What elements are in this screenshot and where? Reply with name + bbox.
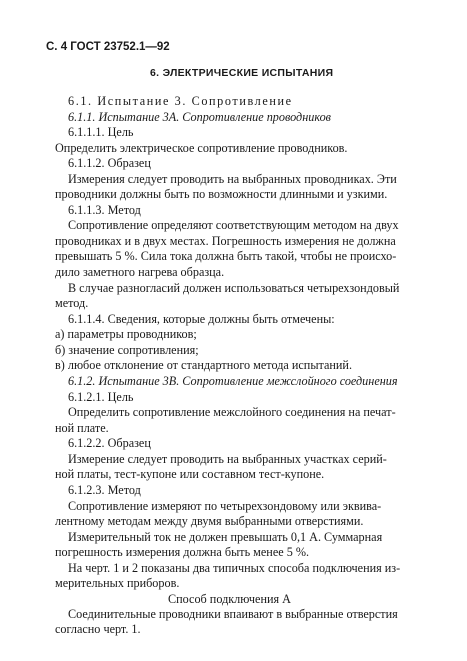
paragraph-line: дило заметного нагрева образца. — [55, 265, 225, 279]
list-item: б) значение сопротивления; — [55, 343, 199, 357]
paragraph-line: Измерительный ток не должен превышать 0,1 А. Суммарная — [68, 530, 383, 544]
list-item: а) параметры проводников; — [55, 327, 197, 341]
clause-heading: 6.1.2. Испытание 3В. Сопротивление межслойного соединения — [68, 374, 398, 388]
paragraph-line: метод. — [55, 296, 89, 310]
paragraph-line: Определить сопротивление межслойного соединения на печат- — [68, 405, 396, 419]
paragraph-line: В случае разногласий должен использоваться четырехзондовый — [68, 281, 400, 295]
clause-heading: 6.1.2.2. Образец — [68, 436, 151, 450]
paragraph-line: ной платы, тест-купоне или составном тест-купоне. — [55, 467, 325, 481]
paragraph-line: Определить электрическое сопротивление проводников. — [55, 141, 348, 155]
paragraph-line: согласно черт. 1. — [55, 622, 141, 636]
paragraph-line: Измерения следует проводить на выбранных проводниках. Эти — [68, 172, 397, 186]
paragraph-line: проводники должны быть по возможности длинными и узкими. — [55, 187, 388, 201]
paragraph-line: На черт. 1 и 2 показаны два типичных способа подключения из- — [68, 561, 401, 575]
clause-heading: 6.1.1.2. Образец — [68, 156, 151, 170]
clause-heading: 6.1.1. Испытание 3А. Сопротивление проводников — [68, 110, 331, 124]
section-title: 6. ЭЛЕКТРИЧЕСКИЕ ИСПЫТАНИЯ — [150, 67, 334, 79]
method-heading: Способ подключения А — [168, 592, 291, 606]
clause-heading: 6.1.1.3. Метод — [68, 203, 141, 217]
clause-heading: 6.1.1.1. Цель — [68, 125, 134, 139]
clause-heading: 6.1.2.3. Метод — [68, 483, 141, 497]
list-item: в) любое отклонение от стандартного метода испытаний. — [55, 358, 353, 372]
paragraph-line: ной плате. — [55, 421, 109, 435]
paragraph-line: проводниках и в двух местах. Погрешность измерения не должна — [55, 234, 396, 248]
paragraph-line: Измерение следует проводить на выбранных участках серий- — [68, 452, 387, 466]
paragraph-line: Соединительные проводники впаивают в выбранные отверстия — [68, 607, 398, 621]
clause-heading: 6.1.2.1. Цель — [68, 390, 134, 404]
paragraph-line: превышать 5 %. Сила тока должна быть такой, чтобы не происхо- — [55, 249, 397, 263]
page-header: С. 4 ГОСТ 23752.1—92 — [46, 41, 170, 53]
clause-heading: 6.1. Испытание 3. Сопротивление — [68, 94, 293, 108]
paragraph-line: погрешность измерения должна быть менее 5 %. — [55, 545, 310, 559]
paragraph-line: мерительных приборов. — [55, 576, 180, 590]
paragraph-line: Сопротивление измеряют по четырехзондовому или эквива- — [68, 499, 382, 513]
paragraph-line: лентному методам между двумя выбранными отверстиями. — [55, 514, 364, 528]
paragraph-line: Сопротивление определяют соответствующим методом на двух — [68, 218, 399, 232]
clause-heading: 6.1.1.4. Сведения, которые должны быть отмечены: — [68, 312, 335, 326]
